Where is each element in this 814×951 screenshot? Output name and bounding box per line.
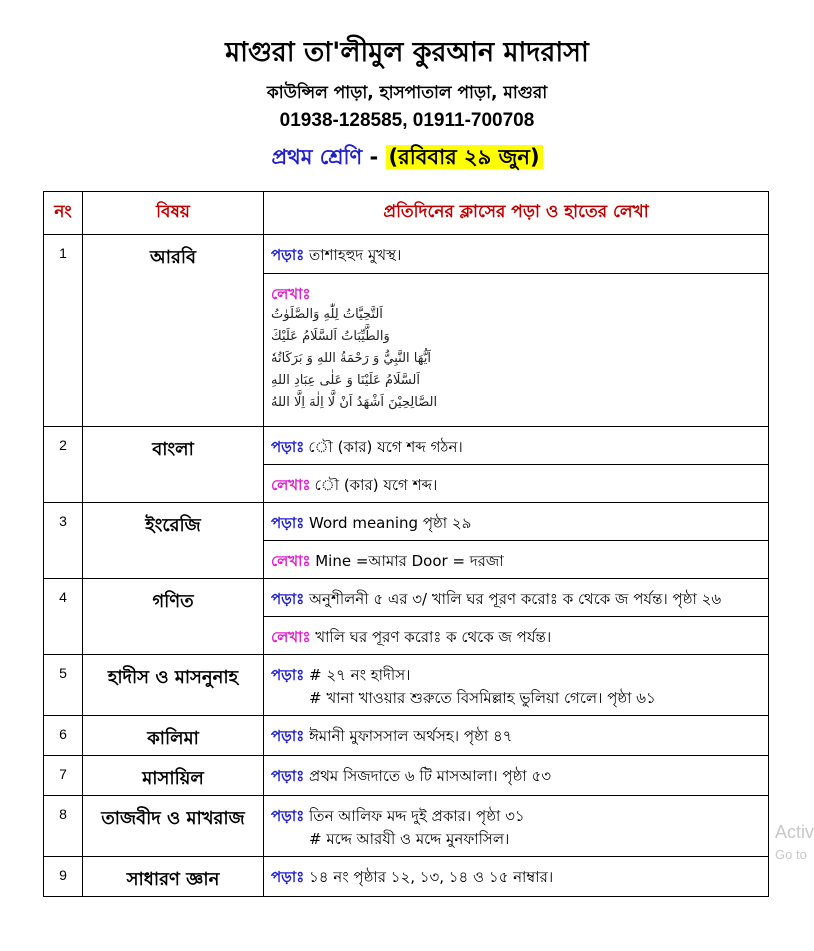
reading-label: পড়াঃ: [271, 727, 305, 745]
row-subject: গণিত: [83, 579, 264, 655]
reading-label: পড়াঃ: [271, 767, 305, 785]
writing-label: লেখাঃ: [271, 285, 311, 303]
reading-label: পড়াঃ: [271, 807, 305, 825]
table-row: [44, 427, 769, 465]
reading-cell: [264, 655, 769, 716]
row-number: 7: [44, 756, 83, 796]
reading-cell: [264, 796, 769, 857]
reading-text-continued: # খানা খাওয়ার শুরুতে বিসমিল্লাহ ভুলিয়া গেলে। পৃষ্ঠা ৬১: [309, 689, 656, 707]
arabic-line: اَلسَّلَامُ عَلَيْنَا وَ عَلٰى عِبَادِ اللهِ: [271, 373, 420, 388]
writing-cell: [264, 465, 769, 503]
reading-label: পড়াঃ: [271, 514, 305, 532]
writing-text: খালি ঘর পূরণ করোঃ ক থেকে জ পর্যন্ত।: [310, 628, 552, 646]
class-heading: [0, 141, 814, 176]
reading-text: ৌ (কার) যগে শব্দ গঠন।: [304, 438, 463, 456]
row-number: 5: [44, 655, 83, 716]
class-name: প্রথম শ্রেণি: [271, 145, 363, 169]
col-header-no: নং: [44, 192, 83, 235]
row-number: 6: [44, 716, 83, 756]
address: কাউন্সিল পাড়া, হাসপাতাল পাড়া, মাগুরা: [266, 83, 548, 103]
arabic-line: الصَّالِحِيْنَ اَشْهَدُ اَنْ لَّا اِلٰهَ اِلَّا اللهُ: [271, 395, 438, 410]
reading-cell: [264, 716, 769, 756]
reading-text: তাশাহহুদ মুখস্থ।: [304, 246, 402, 264]
table-row: [44, 655, 769, 716]
row-number: 2: [44, 427, 83, 503]
table-row: [44, 716, 769, 756]
writing-label: লেখাঃ: [271, 552, 311, 570]
arabic-line: وَالطَّيِّبَاتُ اَلسَّلَامُ عَلَيْكَ: [271, 329, 390, 344]
arabic-line: اَيُّهَا النَّبِيُّ وَ رَحْمَةُ اللهِ وَ بَرَكَاتُهٗ: [271, 351, 431, 366]
row-subject: হাদীস ও মাসনুনাহ: [83, 655, 264, 716]
routine-table: [43, 191, 769, 897]
reading-text: Word meaning পৃষ্ঠা ২৯: [304, 514, 472, 532]
writing-cell: [264, 617, 769, 655]
row-number: 3: [44, 503, 83, 579]
arabic-line: اَلتَّحِيَّاتُ لِلّٰهِ وَالصَّلَوٰتُ: [271, 307, 383, 322]
reading-cell: [264, 756, 769, 796]
reading-text: প্রথম সিজদাতে ৬ টি মাসআলা। পৃষ্ঠা ৫৩: [304, 767, 551, 785]
row-subject: ইংরেজি: [83, 503, 264, 579]
page-title: মাগুরা তা'লীমুল কুরআন মাদরাসা: [225, 37, 589, 68]
row-number: 1: [44, 235, 83, 427]
reading-label: পড়াঃ: [271, 666, 305, 684]
col-header-content: প্রতিদিনের ক্লাসের পড়া ও হাতের লেখা: [264, 192, 769, 235]
reading-text: তিন আলিফ মদ্দ দুই প্রকার। পৃষ্ঠা ৩১: [304, 807, 525, 825]
reading-label: পড়াঃ: [271, 868, 305, 886]
row-number: 4: [44, 579, 83, 655]
row-subject: মাসায়িল: [83, 756, 264, 796]
table-row: [44, 756, 769, 796]
activation-watermark: Activ: [775, 822, 814, 842]
writing-label: লেখাঃ: [271, 628, 311, 646]
writing-text: ৌ (কার) যগে শব্দ।: [310, 476, 438, 494]
reading-text: ঈমানী মুফাসসাল অর্থসহ। পৃষ্ঠা ৪৭: [304, 727, 513, 745]
reading-cell: [264, 235, 769, 274]
phone-numbers: 01938-128585, 01911-700708: [279, 110, 535, 131]
reading-label: পড়াঃ: [271, 246, 305, 264]
reading-text: ১৪ নং পৃষ্ঠার ১২, ১৩, ১৪ ও ১৫ নাম্বার।: [304, 868, 554, 886]
reading-cell: [264, 579, 769, 617]
col-header-subject: বিষয়: [83, 192, 264, 235]
table-header-row: [44, 192, 769, 235]
writing-cell: [264, 541, 769, 579]
writing-cell: [264, 274, 769, 427]
row-subject: তাজবীদ ও মাখরাজ: [83, 796, 264, 857]
row-number: 8: [44, 796, 83, 857]
reading-label: পড়াঃ: [271, 590, 305, 608]
row-subject: আরবি: [83, 235, 264, 427]
reading-text: অনুশীলনী ৫ এর ৩/ খালি ঘর পূরণ করোঃ ক থেকে জ পর্যন্ত। পৃষ্ঠা ২৬: [304, 590, 722, 608]
reading-label: পড়াঃ: [271, 438, 305, 456]
class-separator: -: [362, 145, 386, 169]
table-row: [44, 857, 769, 897]
activation-watermark-subtext: Go to: [775, 847, 807, 862]
reading-cell: [264, 503, 769, 541]
writing-label: লেখাঃ: [271, 476, 311, 494]
writing-text: Mine =আমার Door = দরজা: [310, 552, 504, 570]
table-row: [44, 579, 769, 617]
reading-text-continued: # মদ্দে আরযী ও মদ্দে মুনফাসিল।: [309, 830, 510, 848]
reading-text: # ২৭ নং হাদীস।: [304, 666, 411, 684]
table-row: [44, 796, 769, 857]
row-number: 9: [44, 857, 83, 897]
row-subject: বাংলা: [83, 427, 264, 503]
table-row: [44, 503, 769, 541]
reading-cell: [264, 857, 769, 897]
reading-cell: [264, 427, 769, 465]
class-date: (রবিবার ২৯ জুন): [386, 145, 543, 169]
table-row: [44, 235, 769, 274]
row-subject: সাধারণ জ্ঞান: [83, 857, 264, 897]
row-subject: কালিমা: [83, 716, 264, 756]
